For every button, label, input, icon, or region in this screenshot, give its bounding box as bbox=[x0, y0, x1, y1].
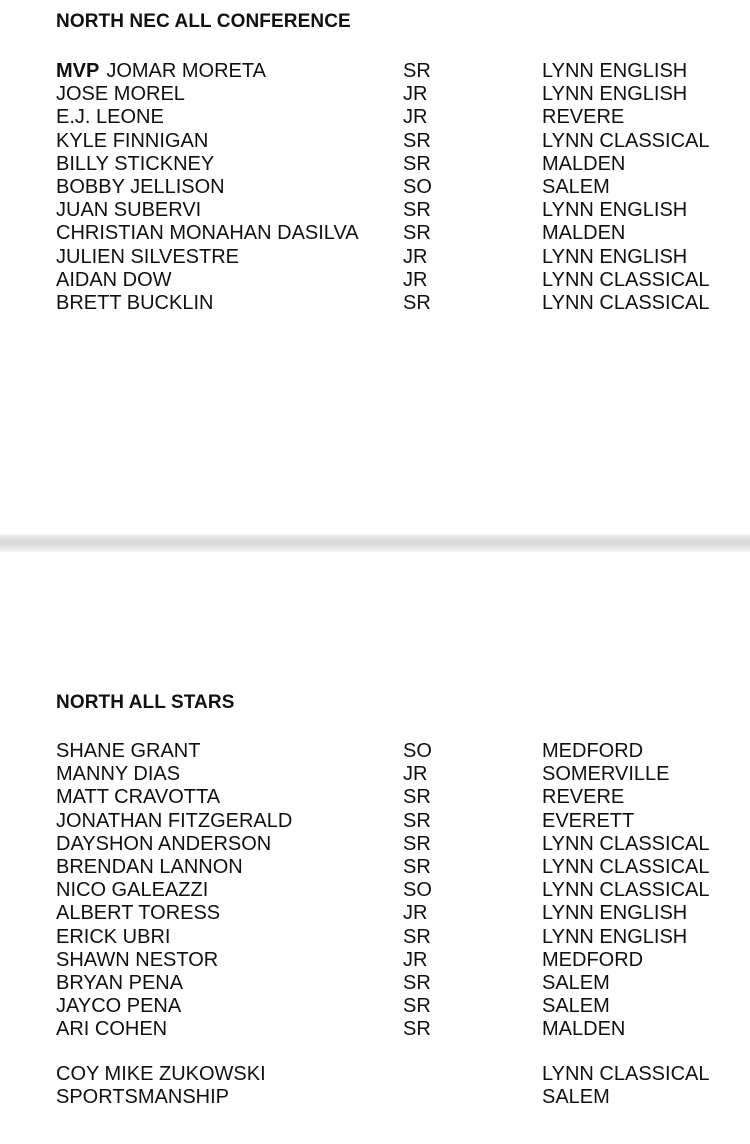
player-year: SR bbox=[403, 925, 431, 948]
roster-row bbox=[56, 833, 736, 856]
player-name: CHRISTIAN MONAHAN DASILVA bbox=[56, 222, 359, 245]
player-name: AIDAN DOW bbox=[56, 268, 172, 291]
player-school: LYNN ENGLISH bbox=[542, 199, 688, 222]
player-year: SR bbox=[403, 152, 431, 175]
roster-row-mvp bbox=[56, 60, 736, 83]
roster-row bbox=[56, 130, 736, 153]
player-year: JR bbox=[403, 83, 428, 106]
player-school: LYNN CLASSICAL bbox=[542, 855, 710, 878]
player-school: MALDEN bbox=[542, 1018, 626, 1041]
player-name: SHAWN NESTOR bbox=[56, 948, 219, 971]
player-name: JONATHAN FITZGERALD bbox=[56, 809, 293, 832]
roster-row bbox=[56, 926, 736, 949]
player-name: BILLY STICKNEY bbox=[56, 152, 215, 175]
roster-row bbox=[56, 153, 736, 176]
player-school: REVERE bbox=[542, 106, 625, 129]
roster-row bbox=[56, 199, 736, 222]
player-year: SO bbox=[403, 175, 432, 198]
player-name: DAYSHON ANDERSON bbox=[56, 832, 272, 855]
award-row-coach bbox=[56, 1063, 736, 1086]
document-page-bottom bbox=[0, 552, 750, 1144]
player-school: MEDFORD bbox=[542, 740, 644, 762]
player-name: MANNY DIAS bbox=[56, 763, 181, 786]
roster-row bbox=[56, 856, 736, 879]
player-school: LYNN ENGLISH bbox=[542, 925, 688, 948]
player-name: NICO GALEAZZI bbox=[56, 879, 209, 902]
player-name: BOBBY JELLISON bbox=[56, 175, 225, 198]
player-school: LYNN CLASSICAL bbox=[542, 291, 710, 314]
roster-row bbox=[56, 786, 736, 809]
player-year: SR bbox=[403, 786, 431, 809]
roster-row bbox=[56, 995, 736, 1018]
player-year: SR bbox=[403, 832, 431, 855]
player-school: SALEM bbox=[542, 175, 610, 198]
player-year: SR bbox=[403, 199, 431, 222]
roster-row bbox=[56, 246, 736, 269]
player-school: REVERE bbox=[542, 786, 625, 809]
roster-row bbox=[56, 949, 736, 972]
player-year: SO bbox=[403, 879, 432, 902]
player-school: LYNN ENGLISH bbox=[542, 245, 688, 268]
player-school: LYNN CLASSICAL bbox=[542, 832, 710, 855]
player-year: SR bbox=[403, 129, 431, 152]
player-name: JAYCO PENA bbox=[56, 995, 182, 1018]
player-name: JULIEN SILVESTRE bbox=[56, 245, 240, 268]
player-school: MALDEN bbox=[542, 222, 626, 245]
player-year: JR bbox=[403, 948, 428, 971]
roster-row bbox=[56, 879, 736, 902]
player-year: SR bbox=[403, 971, 431, 994]
mvp-label: MVP bbox=[56, 60, 100, 82]
roster-row bbox=[56, 269, 736, 292]
player-year: SR bbox=[403, 222, 431, 245]
page-separator bbox=[0, 534, 750, 552]
player-name: JUAN SUBERVI bbox=[56, 199, 202, 222]
player-name: ARI COHEN bbox=[56, 1018, 168, 1041]
player-name: ALBERT TORESS bbox=[56, 902, 221, 925]
player-school: MEDFORD bbox=[542, 948, 644, 971]
player-year: SO bbox=[403, 740, 432, 762]
player-year: JR bbox=[403, 268, 428, 291]
roster-row bbox=[56, 740, 736, 763]
player-name: ERICK UBRI bbox=[56, 925, 171, 948]
player-school: SOMERVILLE bbox=[542, 763, 670, 786]
player-school: LYNN ENGLISH bbox=[542, 83, 688, 106]
roster-row bbox=[56, 292, 736, 315]
roster-row bbox=[56, 1018, 736, 1041]
player-name: BRENDAN LANNON bbox=[56, 855, 243, 878]
player-name: MATT CRAVOTTA bbox=[56, 786, 221, 809]
player-name: BRYAN PENA bbox=[56, 971, 184, 994]
award-name: SPORTSMANSHIP bbox=[56, 1086, 229, 1109]
player-school: SALEM bbox=[542, 995, 610, 1018]
player-year: JR bbox=[403, 245, 428, 268]
player-school: LYNN CLASSICAL bbox=[542, 879, 710, 902]
document-page-top bbox=[0, 0, 750, 534]
player-year: SR bbox=[403, 855, 431, 878]
player-year: SR bbox=[403, 809, 431, 832]
player-name: SHANE GRANT bbox=[56, 740, 201, 762]
player-year: JR bbox=[403, 763, 428, 786]
roster-row bbox=[56, 83, 736, 106]
player-year: SR bbox=[403, 291, 431, 314]
conference-roster bbox=[56, 60, 736, 315]
player-school: LYNN CLASSICAL bbox=[542, 268, 710, 291]
player-year: SR bbox=[403, 1018, 431, 1041]
award-name: COY MIKE ZUKOWSKI bbox=[56, 1063, 266, 1085]
player-school: LYNN ENGLISH bbox=[542, 902, 688, 925]
roster-row bbox=[56, 972, 736, 995]
player-name: MVP JOMAR MORETA bbox=[56, 60, 266, 82]
roster-row bbox=[56, 763, 736, 786]
player-school: LYNN CLASSICAL bbox=[542, 129, 710, 152]
roster-row bbox=[56, 106, 736, 129]
player-name: JOSE MOREL bbox=[56, 83, 185, 106]
roster-row bbox=[56, 810, 736, 833]
roster-row bbox=[56, 222, 736, 245]
award-school: LYNN CLASSICAL bbox=[542, 1063, 710, 1085]
player-school: EVERETT bbox=[542, 809, 635, 832]
player-year: SR bbox=[403, 995, 431, 1018]
player-year: SR bbox=[403, 60, 431, 82]
all-stars-roster bbox=[56, 740, 736, 1041]
player-name: KYLE FINNIGAN bbox=[56, 129, 209, 152]
player-school: SALEM bbox=[542, 971, 610, 994]
player-year: JR bbox=[403, 902, 428, 925]
player-name: BRETT BUCKLIN bbox=[56, 291, 214, 314]
award-school: SALEM bbox=[542, 1086, 610, 1109]
roster-row bbox=[56, 902, 736, 925]
roster-row bbox=[56, 176, 736, 199]
awards-list bbox=[56, 1063, 736, 1109]
all-stars-section-title: NORTH ALL STARS bbox=[56, 692, 235, 713]
conference-section-title: NORTH NEC ALL CONFERENCE bbox=[56, 11, 351, 32]
award-row-sportsmanship bbox=[56, 1086, 736, 1109]
player-year: JR bbox=[403, 106, 428, 129]
player-school: LYNN ENGLISH bbox=[542, 60, 688, 82]
player-name: E.J. LEONE bbox=[56, 106, 164, 129]
player-school: MALDEN bbox=[542, 152, 626, 175]
